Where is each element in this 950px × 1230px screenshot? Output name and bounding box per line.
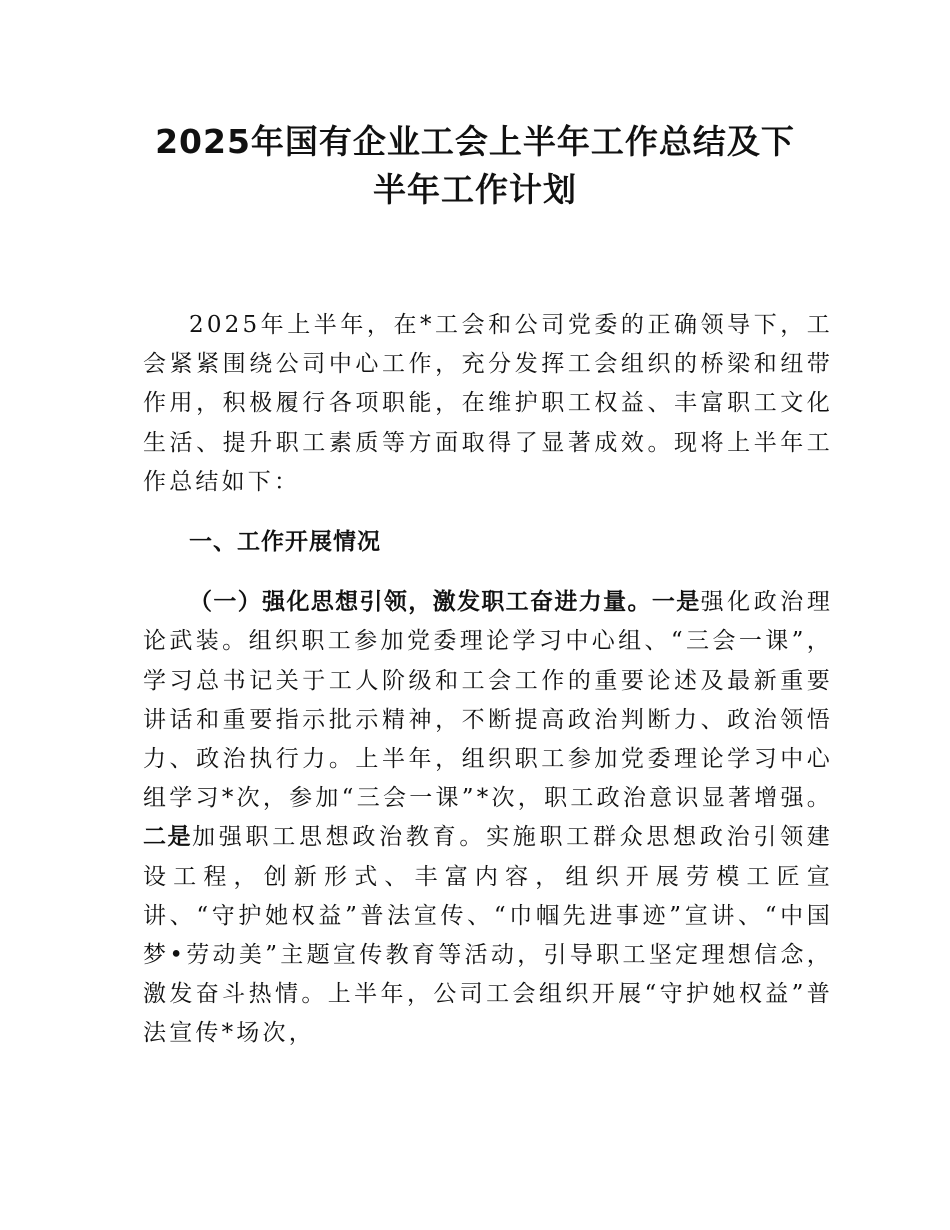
point-marker-2: 二是: [143, 824, 193, 851]
subsection-paragraph: [143, 583, 833, 1053]
point-marker-1: 一是: [651, 589, 701, 616]
document-title: 2025年国有企业工会上半年工作总结及下半年工作计划: [155, 122, 795, 209]
subsection-lead: （一）强化思想引领，激发职工奋进力量。: [189, 589, 652, 616]
document-body: [143, 306, 833, 1054]
section-heading: 一、工作开展情况: [189, 529, 381, 556]
point-text-1: 强化政治理论武装。组织职工参加党委理论学习中心组、“三会一课”，学习总书记关于工人阶级和工会工作的重要论述及最新重要讲话和重要指示批示精神，不断提高政治判断力、政治领悟力、政治执行力。上半年，组织职工参加党委理论学习中心组学习*次，参加“三会一课”*次，职工政治意识显著增强。: [143, 589, 834, 812]
intro-paragraph: 2025年上半年，在*工会和公司党委的正确领导下，工会紧紧围绕公司中心工作，充分发挥工会组织的桥梁和纽带作用，积极履行各项职能，在维护职工权益、丰富职工文化生活、提升职工素质等方面取得了显著成效。现将上半年工作总结如下：: [143, 312, 833, 495]
point-text-2: 加强职工思想政治教育。实施职工群众思想政治引领建设工程，创新形式、丰富内容，组织开展劳模工匠宣讲、“守护她权益”普法宣传、“巾帼先进事迹”宣讲、“中国梦•劳动美”主题宣传教育等活动，引导职工坚定理想信念，激发奋斗热情。上半年，公司工会组织开展“守护她权益”普法宣传*场次，: [143, 824, 833, 1047]
